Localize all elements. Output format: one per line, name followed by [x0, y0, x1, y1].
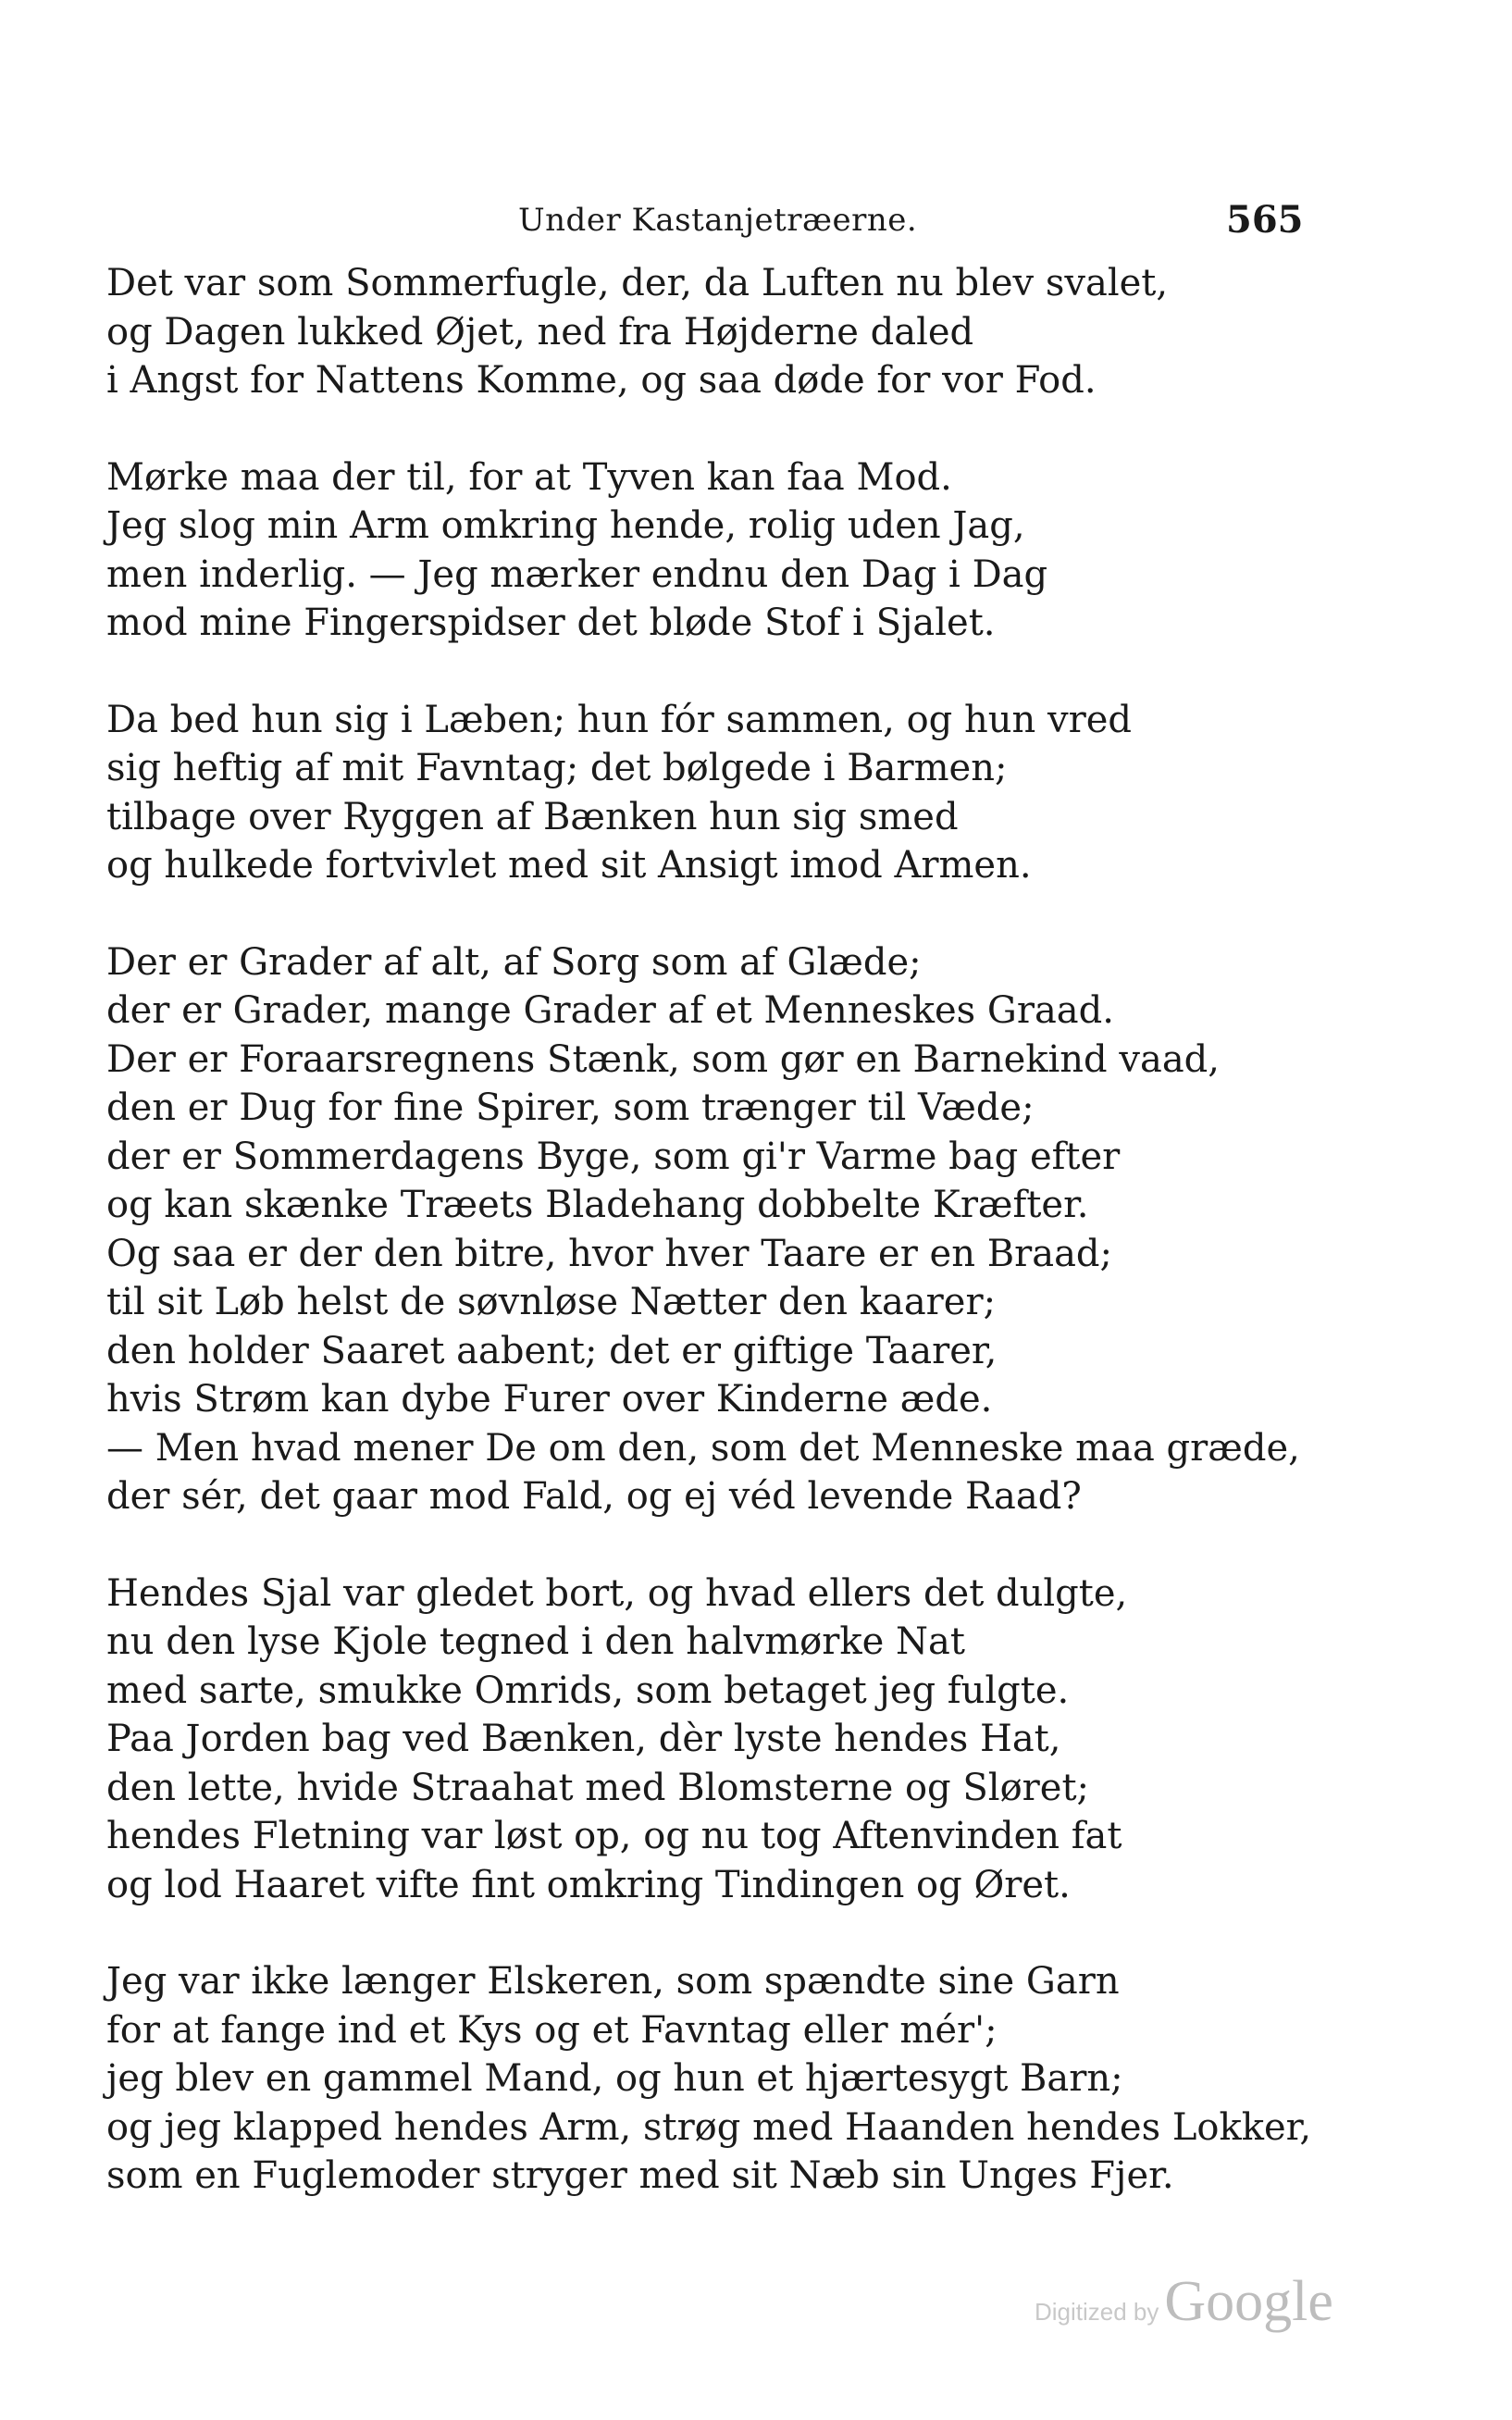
poem-line: og kan skænke Træets Bladehang dobbelte Kræfter.	[106, 1184, 1089, 1226]
running-header-title: Under Kastanjetræerne.	[518, 202, 918, 239]
poem-line: for at fange ind et Kys og et Favntag eller mér';	[106, 2008, 998, 2052]
poem-line: og lod Haaret vifte fint omkring Tindingen og Øret.	[106, 1863, 1071, 1906]
poem-line: Og saa er der den bitre, hvor hver Taare er en Braad;	[106, 1232, 1112, 1275]
poem-line: der sér, det gaar mod Fald, og ej véd levende Raad?	[106, 1475, 1082, 1518]
poem-line: der er Grader, mange Grader af et Menneskes Graad.	[106, 989, 1114, 1032]
poem-line: mod mine Fingerspidser det bløde Stof i Sjalet.	[106, 602, 996, 644]
poem-body	[106, 259, 1312, 2249]
poem-line: Da bed hun sig i Læben; hun fór sammen, og hun vred	[106, 698, 1132, 741]
stanza	[106, 453, 1309, 648]
poem-line: sig heftig af mit Favntag; det bølgede i Barmen;	[106, 747, 1008, 789]
poem-line: tilbage over Ryggen af Bænken hun sig smed	[106, 795, 959, 838]
poem-line: — Men hvad mener De om den, som det Menneske maa græde,	[106, 1426, 1300, 1470]
poem-line: Hendes Sjal var gledet bort, og hvad ellers det dulgte,	[106, 1571, 1128, 1615]
poem-line: i Angst for Nattens Komme, og saa døde for vor Fod.	[106, 359, 1097, 402]
poem-line: den holder Saaret aabent; det er giftige Taarer,	[106, 1329, 998, 1372]
poem-line: den lette, hvide Straahat med Blomsterne og Sløret;	[106, 1766, 1089, 1809]
poem-line: hvis Strøm kan dybe Furer over Kinderne æde.	[106, 1378, 993, 1421]
poem-line: Paa Jorden bag ved Bænken, dèr lyste hendes Hat,	[106, 1718, 1061, 1760]
stanza	[106, 259, 1309, 405]
poem-line: men inderlig. — Jeg mærker endnu den Dag i Dag	[106, 552, 1048, 596]
poem-line: og hulkede fortvivlet med sit Ansigt imod Armen.	[106, 844, 1032, 887]
stanza	[106, 1570, 1309, 1910]
poem-line: nu den lyse Kjole tegned i den halvmørke Nat	[106, 1620, 965, 1663]
poem-line: Jeg slog min Arm omkring hende, rolig uden Jag,	[106, 504, 1025, 547]
poem-line: der er Sommerdagens Byge, som gi'r Varme bag efter	[106, 1135, 1121, 1178]
poem-line: Mørke maa der til, for at Tyven kan faa Mod.	[106, 455, 952, 499]
poem-line: med sarte, smukke Omrids, som betaget jeg fulgte.	[106, 1669, 1070, 1712]
poem-line: Det var som Sommerfugle, der, da Luften nu blev svalet,	[106, 262, 1169, 304]
stanza	[106, 938, 1309, 1521]
poem-line: som en Fuglemoder stryger med sit Næb sin Unges Fjer.	[106, 2154, 1174, 2197]
poem-line: jeg blev en gammel Mand, og hun et hjærtesygt Barn;	[106, 2057, 1123, 2100]
digitized-by-google-watermark	[1035, 2269, 1333, 2335]
poem-line: hendes Fletning var løst op, og nu tog Aftenvinden fat	[106, 1815, 1122, 1857]
watermark-prefix: Digitized by	[1035, 2298, 1159, 2326]
poem-line: Jeg var ikke længer Elskeren, som spændte sine Garn	[106, 1960, 1120, 2003]
poem-line: til sit Løb helst de søvnløse Nætter den kaarer;	[106, 1281, 997, 1323]
page-number: 565	[1226, 198, 1304, 242]
poem-line: Der er Foraarsregnens Stænk, som gør en Barnekind vaad,	[106, 1037, 1220, 1081]
stanza	[106, 1957, 1312, 2201]
poem-line: den er Dug for fine Spirer, som trænger til Væde;	[106, 1086, 1035, 1129]
poem-line: Der er Grader af alt, af Sorg som af Glæde;	[106, 940, 922, 984]
poem-line: og jeg klapped hendes Arm, strøg med Haanden hendes Lokker,	[106, 2105, 1312, 2149]
watermark-brand: Google	[1164, 2270, 1333, 2333]
poem-line: og Dagen lukked Øjet, ned fra Højderne daled	[106, 310, 974, 354]
stanza	[106, 696, 1309, 890]
